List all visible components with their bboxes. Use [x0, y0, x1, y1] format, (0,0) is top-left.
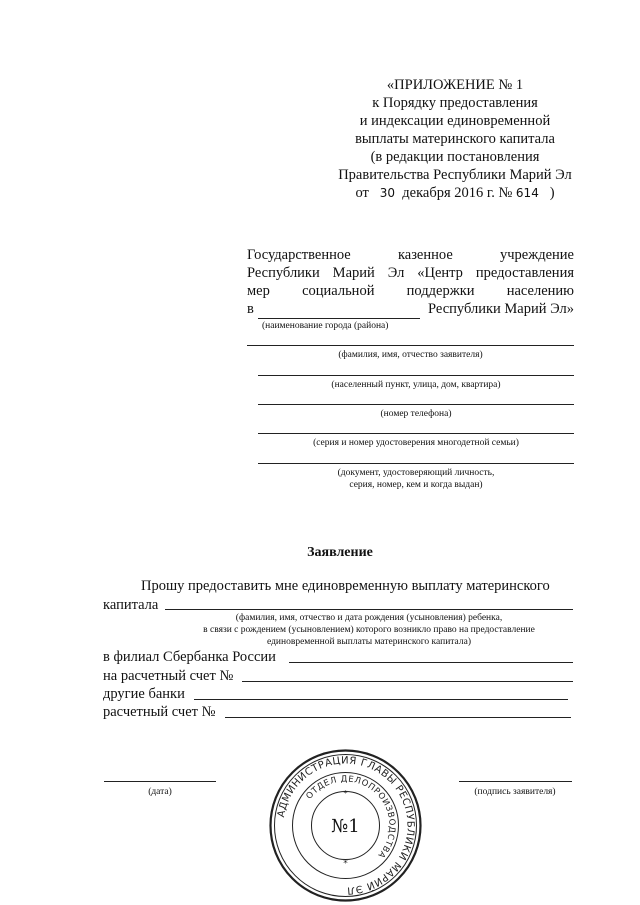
- appendix-line: Правительства Республики Марий Эл: [338, 167, 572, 183]
- appendix-line: к Порядку предоставления: [372, 95, 538, 111]
- applicant-name-field[interactable]: [247, 345, 574, 346]
- child-info-hint: (фамилия, имя, отчество и дата рождения (усыновления) ребенка, в связи с рождением (усыновлением) которого возникло право на предоставление единовременной выплаты материнского капитала): [203, 613, 535, 647]
- family-certificate-hint: (серия и номер удостоверения многодетной семьи): [313, 438, 519, 448]
- request-line-2-label: капитала: [103, 597, 159, 613]
- date-field[interactable]: [104, 781, 216, 782]
- appendix-date-line: от 30 декабря 2016 г. № 614 ): [355, 185, 555, 201]
- statement-title: Заявление: [307, 545, 373, 560]
- stamp-star-icon: *: [343, 859, 348, 869]
- stamp-star-icon: *: [343, 789, 348, 798]
- other-banks-field[interactable]: [194, 699, 568, 700]
- child-info-field[interactable]: [165, 609, 573, 610]
- account-field[interactable]: [242, 681, 573, 682]
- branch-field[interactable]: [289, 662, 573, 663]
- phone-field[interactable]: [258, 404, 574, 405]
- phone-hint: (номер телефона): [380, 409, 452, 419]
- account2-field[interactable]: [225, 717, 571, 718]
- appendix-title: «ПРИЛОЖЕНИЕ № 1: [386, 77, 524, 93]
- family-certificate-field[interactable]: [258, 433, 574, 434]
- appendix-header: [330, 76, 580, 202]
- other-banks-label: другие банки: [103, 686, 185, 702]
- signature-hint: (подпись заявителя): [474, 787, 556, 797]
- account-label: на расчетный счет №: [103, 668, 234, 684]
- identity-document-hint: (документ, удостоверяющий личность, серия, номер, кем и когда выдан): [337, 468, 495, 490]
- date-hint: (дата): [148, 787, 172, 797]
- addressee-line: Государственное казенное учреждение: [247, 247, 574, 263]
- appendix-line: выплаты материнского капитала: [355, 131, 555, 147]
- appendix-line: (в редакции постановления: [370, 149, 540, 165]
- address-field[interactable]: [258, 375, 574, 376]
- addressee-line: Республики Марий Эл «Центр предоставления: [247, 265, 574, 281]
- stamp-outer-text: АДМИНИСТРАЦИЯ ГЛАВЫ РЕСПУБЛИКИ МАРИЙ ЭЛ: [276, 755, 416, 896]
- request-line-1: Прошу предоставить мне единовременную выплату материнского: [141, 578, 550, 594]
- city-field[interactable]: [258, 318, 420, 319]
- signature-field[interactable]: [459, 781, 572, 782]
- addressee-line: мер социальной поддержки населению: [247, 283, 574, 299]
- appendix-day: 30: [379, 186, 396, 200]
- address-hint: (населенный пункт, улица, дом, квартира): [331, 380, 501, 390]
- account2-label: расчетный счет №: [103, 704, 216, 720]
- addressee-city-line: в Республики Марий Эл»: [247, 301, 574, 317]
- city-hint: (наименование города (района): [262, 321, 389, 331]
- applicant-name-hint: (фамилия, имя, отчество заявителя): [338, 350, 483, 360]
- appendix-number: 614: [515, 186, 539, 200]
- stamp-number: №1: [331, 816, 360, 837]
- addressee-block: [247, 246, 574, 318]
- appendix-line: и индексации единовременной: [359, 113, 551, 129]
- official-stamp: [268, 748, 423, 903]
- identity-document-field[interactable]: [258, 463, 574, 464]
- branch-label: в филиал Сбербанка России: [103, 649, 276, 665]
- stamp-inner-text: ОТДЕЛ ДЕЛОПРОИЗВОДСТВА: [304, 774, 397, 860]
